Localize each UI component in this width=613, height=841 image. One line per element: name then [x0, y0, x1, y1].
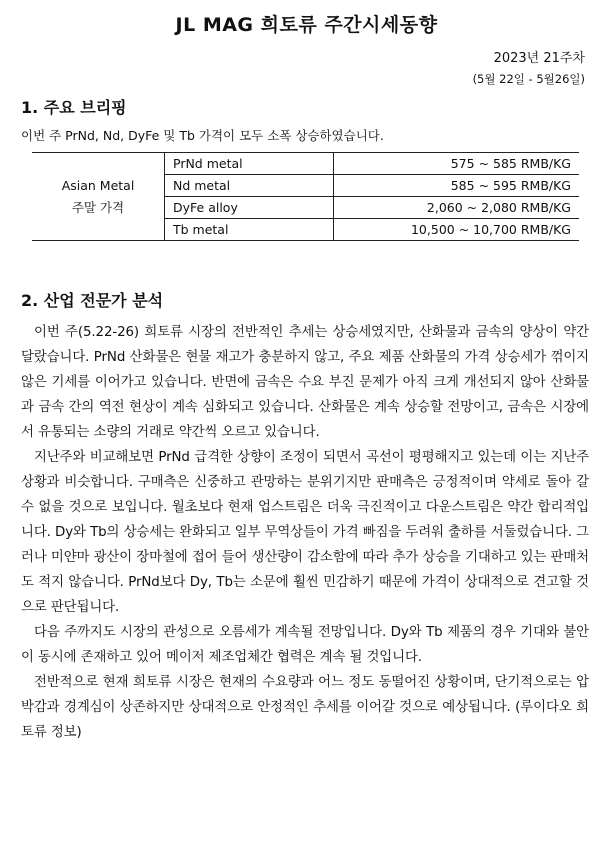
table-row	[32, 153, 579, 175]
analysis-body	[21, 320, 589, 745]
year-week: 2023년 21주차	[493, 51, 585, 66]
analysis-paragraph: 다음 주까지도 시장의 관성으로 오름세가 계속될 전망입니다. Dy와 Tb 제품의 경우 기대와 불안이 동시에 존재하고 있어 메이저 제조업체간 협력은 계속 될 것입니다.	[21, 625, 589, 665]
product-name: Nd metal	[165, 175, 334, 197]
date-range: (5월 22일 - 5월26일)	[472, 72, 585, 86]
section2-heading: 2. 산업 전문가 분석	[21, 291, 164, 310]
section1-heading: 1. 주요 브리핑	[21, 98, 127, 117]
price-table	[32, 152, 579, 241]
price-source-label	[32, 153, 165, 241]
product-name: PrNd metal	[165, 153, 334, 175]
briefing-summary: 이번 주 PrNd, Nd, DyFe 및 Tb 가격이 모두 소폭 상승하였습니다.	[21, 128, 384, 143]
analysis-paragraph: 전반적으로 현재 희토류 시장은 현재의 수요량과 어느 정도 동떨어진 상황이며, 단기적으로는 압박감과 경계심이 상존하지만 상대적으로 안정적인 추세를 이어갈 것으로 예상됩니다. (루이다오 희토류 정보)	[21, 675, 589, 740]
document-title: JL MAG 희토류 주간시세동향	[175, 14, 438, 36]
product-price: 585 ~ 595 RMB/KG	[334, 175, 580, 197]
product-price: 10,500 ~ 10,700 RMB/KG	[334, 219, 580, 241]
product-name: DyFe alloy	[165, 197, 334, 219]
product-price: 575 ~ 585 RMB/KG	[334, 153, 580, 175]
price-source-name: Asian Metal	[61, 177, 135, 193]
product-name: Tb metal	[165, 219, 334, 241]
price-source-period: 주말 가격	[71, 199, 125, 215]
analysis-paragraph: 지난주와 비교해보면 PrNd 급격한 상향이 조정이 되면서 곡선이 평평해지고 있는데 이는 지난주 상황과 비슷합니다. 구매측은 신중하고 관망하는 분위기지만 판매측은 긍정적이며 약세로 돌아 갈 수 없을 것으로 보입니다. 월초보다 현재 업스트림은 더욱 극진적이고 다운스트림은 약간 합리적입니다. Dy와 Tb의 상승세는 완화되고 일부 무역상들이 가격 빠짐을 두려워 출하를 서둘렀습니다. 그러나 미얀마 광산이 장마철에 접어 들어 생산량이 감소함에 따라 추가 상승을 기대하고 있는 판매처도 적지 않습니다. PrNd보다 Dy, Tb는 소문에 훨씬 민감하기 때문에 가격이 상대적으로 견고할 것으로 판단됩니다.	[21, 450, 589, 615]
analysis-paragraph: 이번 주(5.22-26) 희토류 시장의 전반적인 추세는 상승세였지만, 산화물과 금속의 양상이 약간 달랐습니다. PrNd 산화물은 현물 재고가 충분하지 않고, 주요 제품 산화물의 가격 상승세가 꺾이지 않은 기세를 이어가고 있습니다. 반면에 금속은 수요 부진 문제가 아직 크게 개선되지 않아 산화물과 금속 간의 역전 현상이 계속 심화되고 있습니다. 산화물은 계속 상승할 전망이고, 금속은 시장에서 유통되는 소량의 거래로 약간씩 오르고 있습니다.	[21, 325, 589, 440]
product-price: 2,060 ~ 2,080 RMB/KG	[334, 197, 580, 219]
